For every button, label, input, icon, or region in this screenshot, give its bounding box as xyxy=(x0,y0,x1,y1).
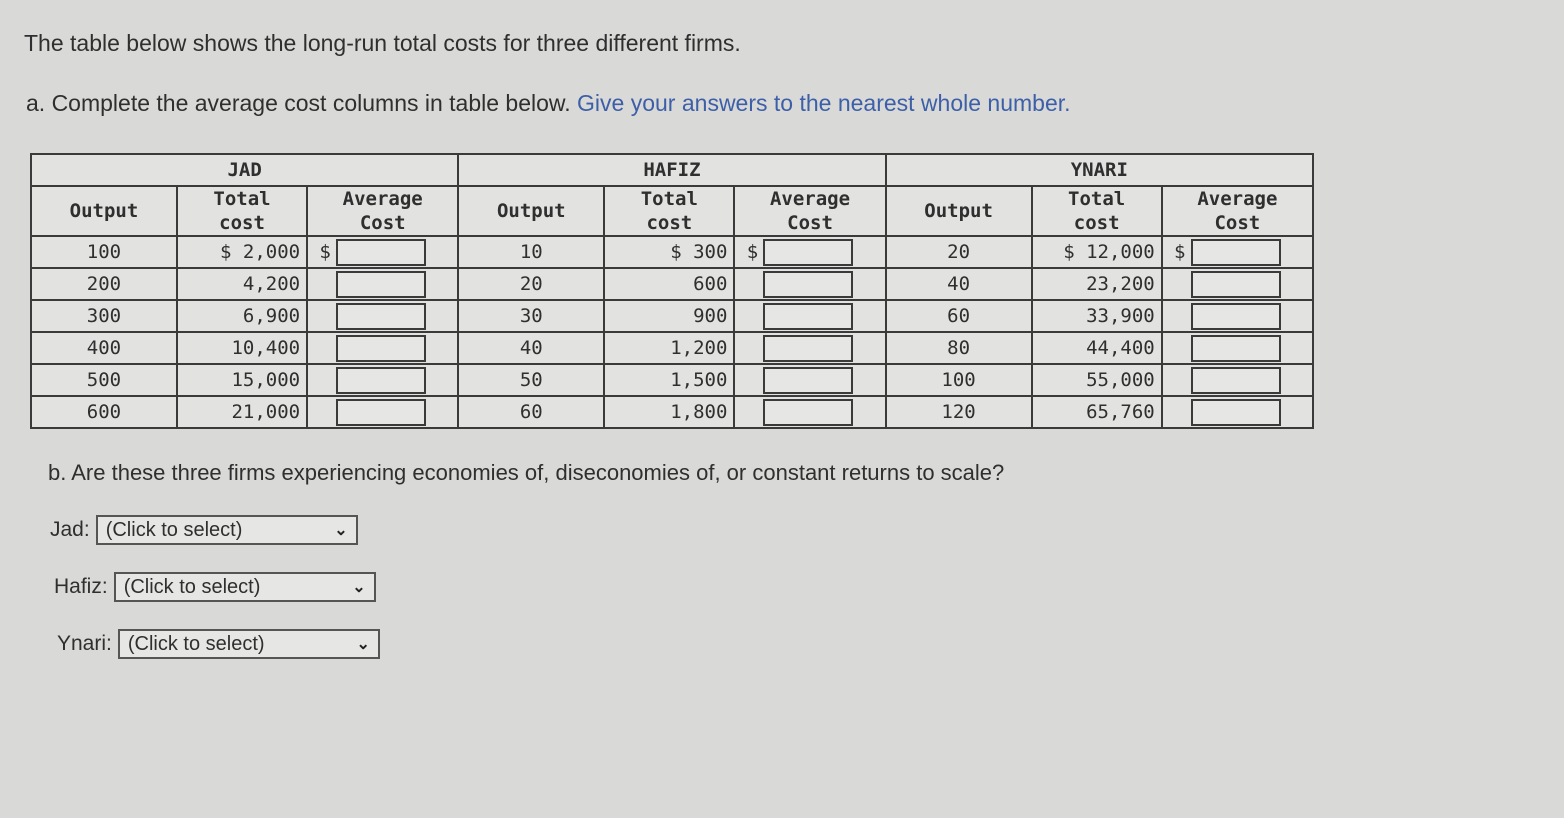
col-average-cost: Average Cost xyxy=(1162,186,1313,236)
average-cost-input[interactable] xyxy=(763,335,853,362)
average-cost-input[interactable] xyxy=(763,271,853,298)
average-cost-cell xyxy=(734,396,885,428)
output-cell: 60 xyxy=(886,300,1032,332)
output-cell: 40 xyxy=(886,268,1032,300)
select-label-hafiz: Hafiz: xyxy=(54,575,108,598)
currency-symbol: $ xyxy=(746,240,759,263)
output-cell: 30 xyxy=(458,300,604,332)
output-cell: 300 xyxy=(31,300,177,332)
col-total-cost: Total cost xyxy=(177,186,307,236)
currency-symbol: $ xyxy=(319,240,331,263)
output-cell: 600 xyxy=(31,396,177,428)
total-cost-cell: $ 2,000 xyxy=(177,236,307,268)
average-cost-cell xyxy=(734,236,885,268)
output-cell: 400 xyxy=(31,332,177,364)
average-cost-cell xyxy=(307,396,458,428)
col-average-cost: Average Cost xyxy=(734,186,885,236)
average-cost-input[interactable] xyxy=(336,271,426,298)
average-cost-input[interactable] xyxy=(1191,399,1281,426)
select-label-ynari: Ynari: xyxy=(57,632,112,655)
table-row xyxy=(31,332,1313,364)
output-cell: 500 xyxy=(31,364,177,396)
total-cost-cell: 10,400 xyxy=(177,332,307,364)
total-cost-cell: 23,200 xyxy=(1032,268,1162,300)
average-cost-input[interactable] xyxy=(1191,239,1281,266)
output-cell: 50 xyxy=(458,364,604,396)
output-cell: 10 xyxy=(458,236,604,268)
average-cost-input[interactable] xyxy=(336,335,426,362)
table-row xyxy=(31,364,1313,396)
chevron-down-icon: ⌄ xyxy=(352,579,366,596)
total-cost-cell: 4,200 xyxy=(177,268,307,300)
col-total-cost: Total cost xyxy=(1032,186,1162,236)
total-cost-cell: $ 300 xyxy=(604,236,734,268)
average-cost-input[interactable] xyxy=(336,399,426,426)
average-cost-input[interactable] xyxy=(763,399,853,426)
firm-name-hafiz: HAFIZ xyxy=(458,154,885,186)
average-cost-input[interactable] xyxy=(1191,271,1281,298)
table-row xyxy=(31,268,1313,300)
output-cell: 20 xyxy=(458,268,604,300)
table-row xyxy=(31,396,1313,428)
output-cell: 40 xyxy=(458,332,604,364)
part-a-instruction xyxy=(26,90,1071,117)
select-row-hafiz xyxy=(54,572,376,602)
table-row xyxy=(31,236,1313,268)
part-b-question: b. Are these three firms experiencing economies of, diseconomies of, or constant returns to scale? xyxy=(48,460,1005,485)
firm-name-jad: JAD xyxy=(31,154,458,186)
average-cost-cell xyxy=(734,332,885,364)
average-cost-input[interactable] xyxy=(1191,303,1281,330)
part-a-hint: Give your answers to the nearest whole number. xyxy=(577,90,1071,116)
output-cell: 200 xyxy=(31,268,177,300)
firm-name-ynari: YNARI xyxy=(886,154,1313,186)
total-cost-cell: 65,760 xyxy=(1032,396,1162,428)
output-cell: 80 xyxy=(886,332,1032,364)
average-cost-cell xyxy=(1162,396,1313,428)
total-cost-cell: 1,200 xyxy=(604,332,734,364)
total-cost-cell: 900 xyxy=(604,300,734,332)
dropdown-value: (Click to select) xyxy=(127,632,265,655)
average-cost-cell xyxy=(734,268,885,300)
average-cost-cell xyxy=(734,364,885,396)
total-cost-cell: 1,800 xyxy=(604,396,734,428)
average-cost-cell xyxy=(307,236,458,268)
dropdown-value: (Click to select) xyxy=(105,518,243,541)
output-cell: 100 xyxy=(31,236,177,268)
total-cost-cell: $ 12,000 xyxy=(1032,236,1162,268)
average-cost-cell xyxy=(1162,332,1313,364)
output-cell: 20 xyxy=(886,236,1032,268)
output-cell: 120 xyxy=(886,396,1032,428)
col-average-cost: Average Cost xyxy=(307,186,458,236)
average-cost-input[interactable] xyxy=(336,239,426,266)
average-cost-cell xyxy=(307,332,458,364)
total-cost-cell: 6,900 xyxy=(177,300,307,332)
hafiz-scale-dropdown[interactable] xyxy=(114,572,376,602)
average-cost-input[interactable] xyxy=(763,239,853,266)
average-cost-input[interactable] xyxy=(1191,335,1281,362)
col-output: Output xyxy=(886,186,1032,236)
ynari-scale-dropdown[interactable] xyxy=(118,629,380,659)
cost-table xyxy=(30,153,1314,429)
total-cost-cell: 600 xyxy=(604,268,734,300)
total-cost-cell: 1,500 xyxy=(604,364,734,396)
output-cell: 60 xyxy=(458,396,604,428)
col-output: Output xyxy=(458,186,604,236)
intro-text: The table below shows the long-run total costs for three different firms. xyxy=(24,30,741,56)
average-cost-cell xyxy=(1162,300,1313,332)
total-cost-cell: 44,400 xyxy=(1032,332,1162,364)
jad-scale-dropdown[interactable] xyxy=(96,515,358,545)
table-row xyxy=(31,300,1313,332)
select-row-jad xyxy=(50,515,358,545)
output-cell: 100 xyxy=(886,364,1032,396)
chevron-down-icon: ⌄ xyxy=(356,636,370,653)
select-row-ynari xyxy=(57,629,380,659)
col-output: Output xyxy=(31,186,177,236)
average-cost-input[interactable] xyxy=(336,367,426,394)
average-cost-cell xyxy=(734,300,885,332)
dropdown-value: (Click to select) xyxy=(123,575,261,598)
average-cost-input[interactable] xyxy=(1191,367,1281,394)
average-cost-cell xyxy=(1162,364,1313,396)
chevron-down-icon: ⌄ xyxy=(334,522,348,539)
currency-symbol: $ xyxy=(1174,240,1186,263)
part-a-text: a. Complete the average cost columns in table below. xyxy=(26,90,571,116)
average-cost-cell xyxy=(307,364,458,396)
total-cost-cell: 55,000 xyxy=(1032,364,1162,396)
average-cost-cell xyxy=(1162,268,1313,300)
col-total-cost: Total cost xyxy=(604,186,734,236)
total-cost-cell: 33,900 xyxy=(1032,300,1162,332)
average-cost-cell xyxy=(1162,236,1313,268)
total-cost-cell: 21,000 xyxy=(177,396,307,428)
average-cost-input[interactable] xyxy=(763,303,853,330)
average-cost-cell xyxy=(307,300,458,332)
select-label-jad: Jad: xyxy=(50,518,90,541)
total-cost-cell: 15,000 xyxy=(177,364,307,396)
average-cost-cell xyxy=(307,268,458,300)
average-cost-input[interactable] xyxy=(763,367,853,394)
average-cost-input[interactable] xyxy=(336,303,426,330)
